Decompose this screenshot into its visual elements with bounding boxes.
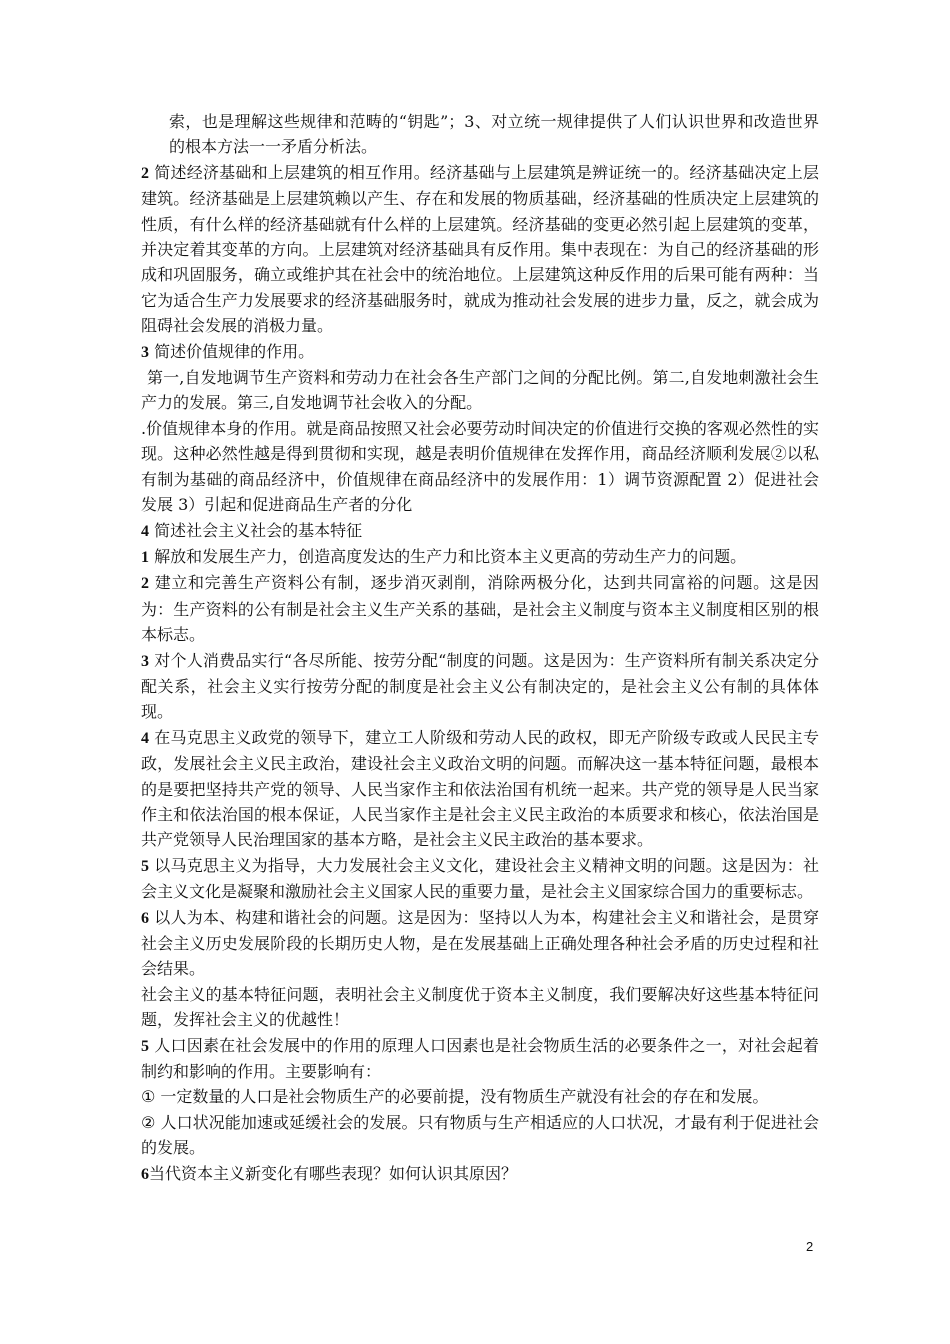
paragraph-text: 人口因素在社会发展中的作用的原理人口因素也是社会物质生活的必要条件之一，对社会起着制约和影响的作用。主要影响有： [141, 1035, 819, 1082]
paragraph-text: 简述价值规律的作用。 [149, 341, 315, 361]
paragraph-text: 一定数量的人口是社会物质生产的必要前提，没有物质生产就没有社会的存在和发展。 [155, 1087, 769, 1107]
paragraph-4 [141, 365, 819, 416]
paragraph-text: 当代资本主义新变化有哪些表现？如何认识其原因？ [149, 1163, 518, 1183]
paragraph-text: 以马克思主义为指导，大力发展社会主义文化，建设社会主义精神文明的问题。这是因为：社会主义文化是凝聚和激励社会主义国家人民的重要力量，是社会主义国家综合国力的重要标志。 [141, 855, 819, 902]
item-number: 5 [141, 857, 149, 875]
circled-number: ② [141, 1112, 156, 1132]
paragraph-16 [141, 1110, 819, 1161]
paragraph-text: 在马克思主义政党的领导下，建立工人阶级和劳动人民的政权，即无产阶级专政或人民民主专政，发展社会主义民主政治，建设社会主义政治文明的问题。而解决这一基本特征问题，最根本的是要把坚持共产党的领导、人民当家作主和依法治国有机统一起来。共产党的领导是人民当家作主和依法治国的根本保证，人民当家作主是社会主义民主政治的本质要求和核心，依法治国是共产党领导人民治理国家的基本方略，是社会主义民主政治的基本要求。 [141, 727, 819, 850]
paragraph-1 [141, 109, 819, 160]
paragraph-13 [141, 982, 819, 1033]
item-number: 6 [141, 1165, 149, 1183]
item-number: 2 [141, 575, 149, 593]
circled-number: ① [141, 1087, 156, 1107]
paragraph-6 [141, 518, 819, 544]
paragraph-text: 索，也是理解这些规律和范畴的“钥匙”；3、对立统一规律提供了人们认识世界和改造世界的根本方法一一矛盾分析法。 [169, 112, 819, 157]
paragraph-text: 人口状况能加速或延缓社会的发展。只有物质与生产相适应的人口状况，才最有利于促进社会的发展。 [141, 1112, 819, 1158]
paragraph-3 [141, 339, 819, 365]
paragraph-5 [141, 416, 819, 518]
paragraph-text: 以人为本、构建和谐社会的问题。这是因为：坚持以人为本，构建社会主义和谐社会，是贯穿社会主义历史发展阶段的长期历史人物，是在发展基础上正确处理各种社会矛盾的历史过程和社会结果。 [141, 907, 819, 979]
paragraph-2 [141, 160, 819, 339]
paragraph-7 [141, 544, 819, 570]
item-number: 4 [141, 522, 149, 540]
paragraph-11 [141, 853, 819, 905]
item-number: 4 [141, 729, 149, 747]
paragraph-8 [141, 570, 819, 647]
paragraph-text: 简述经济基础和上层建筑的相互作用。经济基础与上层建筑是辨证统一的。经济基础决定上层建筑。经济基础是上层建筑赖以产生、存在和发展的物质基础，经济基础的性质决定上层建筑的性质，有什么样的经济基础就有什么样的上层建筑。经济基础的变更必然引起上层建筑的变革，并决定着其变革的方向。上层建筑对经济基础具有反作用。集中表现在：为自己的经济基础的形成和巩固服务，确立或维护其在社会中的统治地位。上层建筑这种反作用的后果可能有两种：当它为适合生产力发展要求的经济基础服务时，就成为推动社会发展的进步力量，反之，就会成为阻碍社会发展的消极力量。 [141, 162, 819, 336]
item-number: 2 [141, 164, 149, 182]
paragraph-14 [141, 1033, 819, 1085]
paragraph-12 [141, 905, 819, 982]
paragraph-text: 第一,自发地调节生产资料和劳动力在社会各生产部门之间的分配比例。第二,自发地刺激社会生产力的发展。第三,自发地调节社会收入的分配。 [141, 368, 819, 413]
paragraph-text: 对个人消费品实行“各尽所能、按劳分配“制度的问题。这是因为：生产资料所有制关系决定分配关系，社会主义实行按劳分配的制度是社会主义公有制决定的，是社会主义公有制的具体体现。 [141, 650, 819, 722]
page-number: 2 [806, 1239, 814, 1254]
paragraph-text: 建立和完善生产资料公有制，逐步消灭剥削，消除两极分化，达到共同富裕的问题。这是因为：生产资料的公有制是社会主义生产关系的基础，是社会主义制度与资本主义制度相区别的根本标志。 [141, 573, 819, 645]
paragraph-15 [141, 1084, 819, 1109]
item-number: 3 [141, 652, 149, 670]
paragraph-text: 解放和发展生产力，创造高度发达的生产力和比资本主义更高的劳动生产力的问题。 [149, 546, 747, 566]
item-number: 6 [141, 909, 149, 927]
paragraph-17 [141, 1161, 819, 1187]
paragraph-text: .价值规律本身的作用。就是商品按照又社会必要劳动时间决定的价值进行交换的客观必然性的实现。这种必然性越是得到贯彻和实现，越是表明价值规律在发挥作用，商品经济顺利发展②以私有制为基础的商品经济中，价值规律在商品经济中的发展作用：1）调节资源配置 2）促进社会发展 3）引起和促进商品生产者的分化 [141, 418, 819, 515]
paragraph-9 [141, 648, 819, 725]
item-number: 5 [141, 1037, 149, 1055]
item-number: 1 [141, 548, 149, 566]
paragraph-text: 社会主义的基本特征问题，表明社会主义制度优于资本主义制度，我们要解决好这些基本特征问题，发挥社会主义的优越性！ [141, 984, 819, 1030]
page-body [141, 109, 819, 1187]
paragraph-text: 简述社会主义社会的基本特征 [149, 520, 363, 540]
paragraph-10 [141, 725, 819, 853]
item-number: 3 [141, 343, 149, 361]
